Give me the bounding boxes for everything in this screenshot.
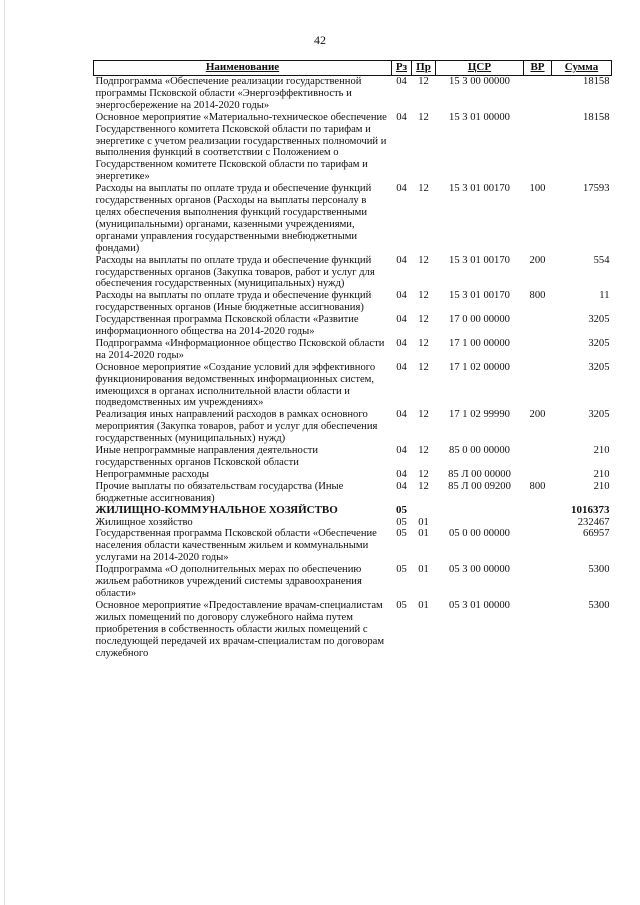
cell-pr: 12 (418, 468, 429, 480)
cell-name: Иные непрограммные направления деятельности государственных органов Псковской области (95, 445, 319, 468)
cell-vr: 200 (529, 254, 546, 266)
header-sum: Сумма (552, 61, 612, 76)
cell-pr: 12 (418, 76, 429, 87)
table-row (94, 183, 612, 254)
cell-name: ЖИЛИЩНО-КОММУНАЛЬНОЕ ХОЗЯЙСТВО (95, 503, 338, 516)
cell-sum: 232467 (577, 516, 610, 528)
cell-vr (524, 600, 552, 660)
cell-sum: 210 (593, 480, 610, 492)
cell-rz: 05 (396, 528, 407, 540)
cell-vr (524, 445, 552, 469)
cell-sum: 18158 (583, 76, 610, 87)
cell-pr: 01 (418, 599, 429, 611)
cell-vr: 200 (529, 409, 546, 421)
section-row (94, 505, 612, 517)
cell-csr: 85 Л 00 09200 (448, 480, 511, 492)
cell-pr: 12 (418, 337, 429, 349)
cell-rz: 04 (396, 183, 407, 195)
cell-vr (524, 469, 552, 481)
cell-csr: 05 0 00 00000 (449, 528, 510, 540)
table-row (94, 564, 612, 600)
header-rz: Рз (392, 61, 412, 76)
cell-name: Основное мероприятие «Создание условий для эффективного функционирования ведомственных информационных систем, имеющихся в органах исполнительной власти области и подведомственных им учреждениях» (95, 361, 376, 409)
cell-sum: 3205 (588, 361, 610, 373)
cell-name: Подпрограмма «Информационное общество Псковской области на 2014-2020 годы» (95, 337, 385, 361)
cell-sum: 66957 (583, 528, 610, 540)
cell-name: Основное мероприятие «Предоставление врачам-специалистам жилых помещений по договору служебного найма путем приобретения в собственность области жилых помещений с последующей передачей их врачам-специалистам по договорам служебного (95, 599, 385, 659)
cell-name: Расходы на выплаты по оплате труда и обеспечение функций государственных органов (Закупка товаров, работ и услуг для обеспечения государственных (муниципальных) нужд) (95, 254, 375, 290)
table-row (94, 481, 612, 505)
cell-pr: 12 (418, 409, 429, 421)
cell-vr: 800 (529, 480, 546, 492)
cell-csr: 15 3 00 00000 (449, 76, 510, 87)
cell-csr: 15 3 01 00000 (449, 111, 510, 123)
cell-rz: 05 (396, 599, 407, 611)
table-row (94, 314, 612, 338)
cell-pr: 12 (418, 480, 429, 492)
cell-vr (524, 338, 552, 362)
table-row (94, 600, 612, 660)
scan-edge (4, 0, 5, 905)
table-row (94, 112, 612, 183)
cell-pr (412, 505, 436, 517)
cell-csr: 85 Л 00 00000 (448, 468, 511, 480)
table-row (94, 362, 612, 410)
cell-name: Подпрограмма «О дополнительных мерах по обеспечению жильем работников учреждений системы здравоохранения области» (95, 564, 362, 599)
cell-name: Расходы на выплаты по оплате труда и обеспечение функций государственных органов (Расходы на выплаты персоналу в целях обеспечения выполнения функций государственными (муниципальными) органами, казенными учреждениями, органами управления государственными внебюджетными фондами) (95, 183, 372, 254)
cell-rz: 04 (396, 111, 407, 123)
cell-rz: 04 (396, 337, 407, 349)
cell-name: Непрограммные расходы (95, 468, 209, 480)
cell-sum: 554 (593, 254, 610, 266)
cell-csr: 15 3 01 00170 (449, 183, 510, 195)
cell-rz: 04 (396, 445, 407, 457)
page-number: 42 (314, 33, 326, 47)
cell-pr: 12 (418, 254, 429, 266)
cell-rz: 04 (396, 468, 407, 480)
cell-name: Реализация иных направлений расходов в рамках основного мероприятия (Закупка товаров, работ и услуг для обеспечения государственных (муниципальных) нужд) (95, 409, 378, 445)
cell-name: Основное мероприятие «Материально-техническое обеспечение Государственного комитета Псковской области по тарифам и энергетике с учетом реализации государственных полномочий и выполнения функций в соответствии с Положением о Государственном комитете Псковской области по тарифам и энергетике» (95, 111, 387, 183)
cell-csr (436, 505, 524, 517)
header-csr: ЦСР (436, 61, 524, 76)
cell-rz: 05 (396, 503, 407, 516)
cell-rz: 05 (396, 516, 407, 528)
cell-pr: 01 (418, 528, 429, 540)
table-row (94, 528, 612, 564)
table-row (94, 76, 612, 112)
table-row (94, 409, 612, 445)
cell-pr: 12 (418, 111, 429, 123)
cell-rz: 04 (396, 314, 407, 326)
cell-sum: 1016373 (571, 503, 610, 516)
cell-pr: 12 (418, 445, 429, 457)
cell-rz: 04 (396, 480, 407, 492)
table-row (94, 338, 612, 362)
cell-sum: 18158 (583, 111, 610, 123)
cell-pr: 12 (418, 314, 429, 326)
cell-pr: 01 (418, 564, 429, 576)
cell-vr (524, 517, 552, 529)
cell-name: Расходы на выплаты по оплате труда и обеспечение функций государственных органов (Иные бюджетные ассигнования) (95, 290, 372, 314)
cell-csr: 85 0 00 00000 (449, 445, 510, 457)
cell-csr: 17 1 02 99990 (449, 409, 510, 421)
cell-csr: 05 3 01 00000 (449, 599, 510, 611)
cell-vr (524, 314, 552, 338)
cell-csr: 15 3 01 00170 (449, 254, 510, 266)
cell-name: Прочие выплаты по обязательствам государства (Иные бюджетные ассигнования) (95, 480, 344, 504)
cell-pr: 01 (418, 516, 429, 528)
cell-sum: 11 (599, 290, 610, 302)
cell-sum: 210 (593, 445, 610, 457)
cell-csr: 15 3 01 00170 (449, 290, 510, 302)
table-row (94, 469, 612, 481)
budget-table (93, 60, 612, 659)
cell-pr: 12 (418, 183, 429, 195)
cell-sum: 3205 (588, 337, 610, 349)
cell-vr: 800 (529, 290, 546, 302)
header-vr: ВР (524, 61, 552, 76)
cell-rz: 04 (396, 290, 407, 302)
cell-vr: 100 (529, 183, 546, 195)
cell-pr: 12 (418, 290, 429, 302)
cell-rz: 05 (396, 564, 407, 576)
header-pr: Пр (412, 61, 436, 76)
cell-sum: 5300 (588, 599, 610, 611)
table-row (94, 290, 612, 314)
cell-vr (524, 112, 552, 183)
cell-rz: 04 (396, 409, 407, 421)
table-row (94, 517, 612, 529)
cell-sum: 17593 (583, 183, 610, 195)
cell-csr: 17 1 00 00000 (449, 337, 510, 349)
cell-csr: 05 3 00 00000 (449, 564, 510, 576)
cell-name: Жилищное хозяйство (95, 516, 193, 528)
cell-csr (436, 517, 524, 529)
cell-csr: 17 1 02 00000 (449, 361, 510, 373)
cell-name: Государственная программа Псковской области «Развитие информационного общества на 2014-2020 годы» (95, 314, 359, 338)
cell-name: Государственная программа Псковской области «Обеспечение населения области качественным жильем и коммунальными услугами на 2014-2020 годы» (95, 528, 377, 564)
table-row (94, 255, 612, 291)
cell-sum: 3205 (588, 409, 610, 421)
cell-pr: 12 (418, 361, 429, 373)
table-row (94, 445, 612, 469)
table-header-row (94, 61, 612, 76)
cell-sum: 3205 (588, 314, 610, 326)
cell-vr (524, 505, 552, 517)
cell-vr (524, 564, 552, 600)
cell-vr (524, 528, 552, 564)
cell-sum: 210 (593, 468, 610, 480)
cell-vr (524, 362, 552, 410)
header-name: Наименование (94, 61, 392, 76)
cell-name: Подпрограмма «Обеспечение реализации государственной программы Псковской области «Энергоэффективность и энергосбережение на 2014-2020 годы» (95, 76, 362, 111)
cell-rz: 04 (396, 254, 407, 266)
cell-rz: 04 (396, 76, 407, 87)
cell-rz: 04 (396, 361, 407, 373)
cell-csr: 17 0 00 00000 (449, 314, 510, 326)
cell-vr (524, 76, 552, 112)
cell-sum: 5300 (588, 564, 610, 576)
